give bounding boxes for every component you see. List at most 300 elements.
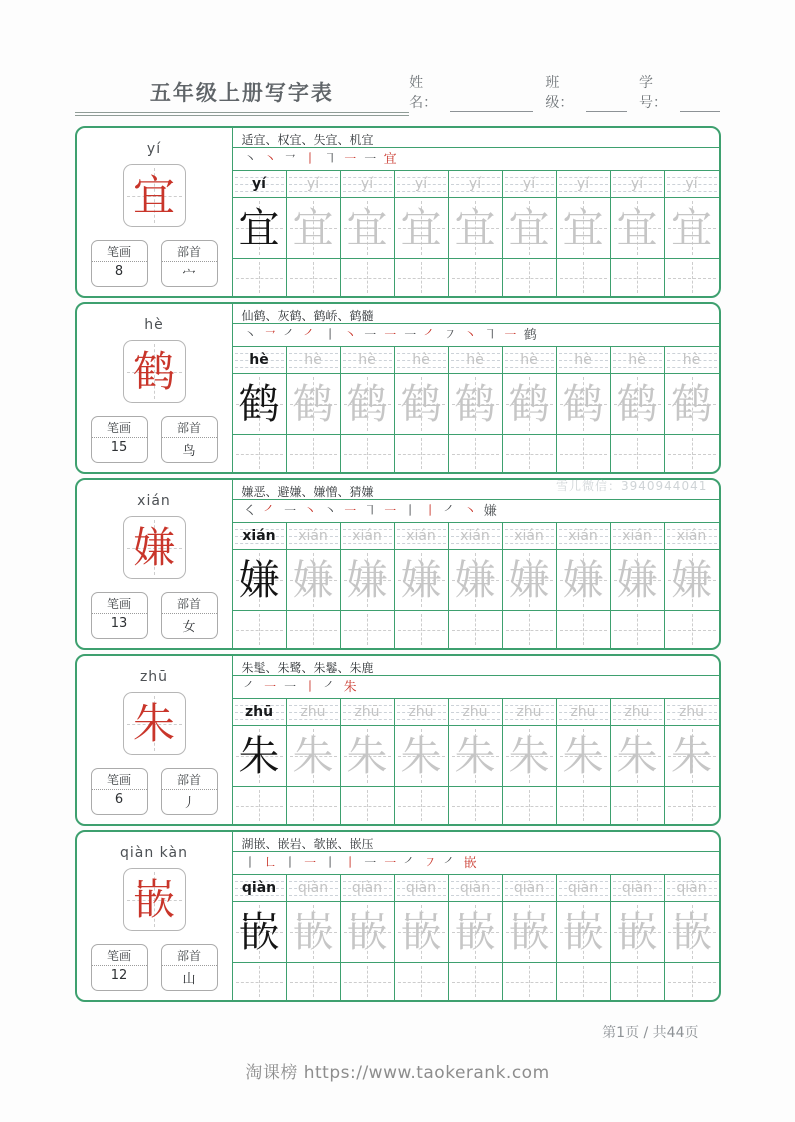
- character-cell: [395, 726, 449, 786]
- character-glyph: 嵌: [616, 907, 658, 956]
- character-cell: [287, 550, 341, 610]
- name-field-line: [450, 98, 533, 112]
- character-blocks: [75, 126, 721, 1002]
- character-glyph: 嵌: [346, 907, 388, 956]
- pinyin-text: hè: [466, 352, 484, 368]
- character-cell: [665, 726, 719, 786]
- radical-box: [161, 240, 218, 287]
- character-cell: [503, 550, 557, 610]
- character-glyph: 嫌: [238, 555, 280, 604]
- stroke-stage: ㇔: [323, 503, 337, 519]
- stroke-stage: 嵌: [463, 855, 477, 871]
- stroke-count-value: 15: [110, 440, 128, 455]
- pinyin-text: yí: [306, 176, 320, 192]
- character-cell: [557, 902, 611, 962]
- blank-cell: [449, 963, 503, 1000]
- pinyin-text: zhū: [678, 704, 705, 720]
- blank-cell: [503, 963, 557, 1000]
- blank-cell: [665, 787, 719, 824]
- cell-guide-horizontal: [668, 454, 716, 455]
- blank-cell: [557, 259, 611, 296]
- cell-guide-horizontal: [506, 454, 553, 455]
- cell-guide-horizontal: [290, 454, 337, 455]
- stroke-count-box: [91, 240, 148, 287]
- meta-boxes: [77, 768, 232, 815]
- practice-grid: [233, 304, 719, 472]
- character-cell: [395, 902, 449, 962]
- stroke-stage: ㇖: [263, 327, 277, 343]
- cell-guide-horizontal: [560, 982, 607, 983]
- pinyin-text: xián: [622, 528, 652, 544]
- stroke-stage: ㇒: [443, 503, 457, 519]
- pinyin-cell: [503, 875, 557, 901]
- pinyin-text: qiàn: [676, 880, 707, 896]
- pinyin-cell: [233, 699, 287, 725]
- character-glyph: 嫌: [292, 555, 334, 604]
- character-cell: [341, 726, 395, 786]
- cell-guide-horizontal: [614, 278, 661, 279]
- radical-value: 宀: [182, 268, 196, 283]
- character-cell: [665, 550, 719, 610]
- pinyin-cell: [503, 171, 557, 197]
- block-left-panel: [77, 480, 233, 648]
- radical-value: 丿: [182, 796, 196, 811]
- pinyin-cell: [395, 699, 449, 725]
- pinyin-cell: [449, 171, 503, 197]
- radical-label: 部首: [162, 945, 217, 966]
- blank-cell: [233, 963, 287, 1000]
- blank-cell: [665, 259, 719, 296]
- character-glyph: 嫌: [616, 555, 658, 604]
- stroke-stage: ㇐: [383, 327, 397, 343]
- blank-cell: [233, 611, 287, 648]
- class-field-line: [586, 98, 627, 112]
- cell-guide-horizontal: [236, 982, 283, 983]
- pinyin-text: yí: [252, 176, 266, 192]
- pinyin-cell: [287, 699, 341, 725]
- character-practice-row: [233, 550, 719, 611]
- pinyin-practice-row: [233, 347, 719, 374]
- stroke-stage: ㇐: [363, 855, 377, 871]
- student-id-field: [639, 72, 721, 112]
- block-left-panel: [77, 656, 233, 824]
- character-glyph: 嵌: [238, 907, 280, 956]
- character-card: [123, 164, 186, 227]
- character-cell: [611, 550, 665, 610]
- example-words-row: 嫌恶、避嫌、嫌憎、猜嫌: [233, 480, 719, 500]
- character-cell: [611, 726, 665, 786]
- pinyin-cell: [557, 347, 611, 373]
- stroke-stage: ㇔: [243, 151, 257, 167]
- radical-label: 部首: [162, 593, 217, 614]
- pinyin-text: zhū: [624, 704, 650, 720]
- stroke-stage: ㇇: [443, 327, 457, 343]
- blank-cell: [395, 963, 449, 1000]
- pinyin-text: qiàn: [297, 880, 329, 896]
- pinyin-text: zhū: [570, 704, 596, 720]
- name-field-label: 姓名：: [409, 75, 438, 111]
- page-title: 五年级上册写字表: [149, 81, 334, 105]
- character-cell: [665, 198, 719, 258]
- character-cell: [449, 374, 503, 434]
- pinyin-text: zhū: [408, 704, 434, 720]
- pinyin-cell: [449, 699, 503, 725]
- character-glyph: 嫌: [454, 555, 496, 604]
- pinyin-cell: [611, 699, 665, 725]
- page-header: [75, 0, 721, 116]
- pinyin-cell: [557, 523, 611, 549]
- blank-cell: [287, 611, 341, 648]
- cell-guide-horizontal: [506, 630, 553, 631]
- blank-cell: [233, 787, 287, 824]
- pinyin-text: xián: [242, 528, 276, 544]
- pinyin-cell: [233, 523, 287, 549]
- cell-guide-horizontal: [344, 982, 391, 983]
- site-footer: 淘课榜 https://www.taokerank.com: [245, 1063, 550, 1083]
- character-glyph: 嫌: [346, 555, 388, 604]
- character-red-glyph: 朱: [132, 698, 175, 748]
- cell-guide-horizontal: [290, 982, 337, 983]
- character-red-glyph: 嫌: [132, 522, 175, 572]
- radical-box: [161, 768, 218, 815]
- blank-cell: [395, 259, 449, 296]
- blank-practice-row: [233, 787, 719, 824]
- blank-cell: [557, 611, 611, 648]
- title-block: [75, 77, 410, 116]
- pinyin-practice-row: [233, 875, 719, 902]
- pinyin-text: yí: [414, 176, 428, 192]
- stroke-stage: ㇐: [303, 855, 317, 871]
- stroke-stage: ㇔: [303, 503, 317, 519]
- meta-boxes: [77, 592, 232, 639]
- character-pinyin: xián: [137, 493, 171, 509]
- cell-guide-horizontal: [344, 806, 391, 807]
- pinyin-cell: [611, 523, 665, 549]
- character-glyph: 鹤: [562, 379, 604, 428]
- cell-guide-horizontal: [236, 806, 283, 807]
- practice-grid: [233, 832, 719, 1000]
- pinyin-cell: [557, 699, 611, 725]
- stroke-stage: ㇑: [303, 679, 317, 695]
- stroke-stage: ㇕: [323, 151, 337, 167]
- stroke-stage: ㇐: [283, 679, 297, 695]
- character-cell: [557, 726, 611, 786]
- character-pinyin: qiàn kàn: [120, 845, 188, 861]
- blank-cell: [233, 259, 287, 296]
- stroke-stage: ㇗: [263, 855, 277, 871]
- pinyin-text: yí: [360, 176, 374, 192]
- blank-cell: [287, 259, 341, 296]
- cell-guide-horizontal: [614, 630, 661, 631]
- cell-guide-horizontal: [668, 982, 716, 983]
- cell-guide-horizontal: [398, 278, 445, 279]
- class-field: [545, 72, 627, 112]
- blank-cell: [287, 963, 341, 1000]
- character-glyph: 朱: [562, 731, 604, 780]
- blank-cell: [287, 787, 341, 824]
- stroke-stage: ㇐: [503, 327, 517, 343]
- blank-cell: [557, 435, 611, 472]
- pinyin-cell: [611, 875, 665, 901]
- pinyin-cell: [665, 171, 719, 197]
- character-glyph: 鹤: [346, 379, 388, 428]
- character-cell: [665, 374, 719, 434]
- pinyin-cell: [233, 171, 287, 197]
- blank-cell: [611, 787, 665, 824]
- character-cell: [341, 902, 395, 962]
- character-cell: [287, 902, 341, 962]
- char-block: [75, 830, 721, 1002]
- pinyin-practice-row: [233, 699, 719, 726]
- stroke-stage: ㇒: [323, 679, 337, 695]
- pinyin-text: qiàn: [459, 880, 491, 896]
- cell-guide-horizontal: [290, 278, 337, 279]
- character-glyph: 朱: [508, 731, 550, 780]
- pinyin-cell: [395, 875, 449, 901]
- example-words-row: 朱髦、朱鹭、朱鬈、朱鹿: [233, 656, 719, 676]
- character-glyph: 嵌: [400, 907, 442, 956]
- character-cell: [557, 550, 611, 610]
- pinyin-cell: [287, 523, 341, 549]
- radical-label: 部首: [162, 241, 217, 262]
- pinyin-text: qiàn: [351, 880, 383, 896]
- character-practice-row: [233, 198, 719, 259]
- character-glyph: 宜: [562, 203, 604, 252]
- character-glyph: 嫌: [400, 555, 442, 604]
- cell-guide-horizontal: [398, 982, 445, 983]
- stroke-stage: ㇒: [423, 327, 437, 343]
- cell-guide-horizontal: [452, 982, 499, 983]
- char-block: [75, 654, 721, 826]
- pinyin-cell: [665, 347, 719, 373]
- class-field-label: 班级：: [545, 75, 574, 111]
- blank-cell: [611, 435, 665, 472]
- pinyin-cell: [287, 171, 341, 197]
- pinyin-text: yí: [468, 176, 482, 192]
- cell-guide-horizontal: [452, 278, 499, 279]
- radical-label: 部首: [162, 769, 217, 790]
- char-block: [75, 302, 721, 474]
- pinyin-text: xián: [352, 528, 382, 544]
- pinyin-cell: [449, 347, 503, 373]
- pinyin-cell: [341, 875, 395, 901]
- blank-cell: [665, 435, 719, 472]
- pinyin-text: hè: [304, 352, 322, 368]
- pinyin-text: yí: [630, 176, 644, 192]
- pinyin-text: xián: [676, 528, 707, 544]
- meta-boxes: [77, 416, 232, 463]
- char-block: [75, 126, 721, 298]
- character-cell: [395, 374, 449, 434]
- character-glyph: 嫌: [671, 555, 712, 604]
- blank-practice-row: [233, 435, 719, 472]
- character-practice-row: [233, 374, 719, 435]
- radical-box: [161, 944, 218, 991]
- pinyin-text: xián: [298, 528, 328, 544]
- stroke-stage: 宜: [383, 151, 397, 167]
- character-cell: [503, 198, 557, 258]
- pinyin-cell: [233, 347, 287, 373]
- cell-guide-horizontal: [506, 982, 553, 983]
- cell-guide-horizontal: [668, 630, 716, 631]
- radical-value: 山: [182, 972, 196, 987]
- character-glyph: 宜: [238, 203, 280, 252]
- cell-guide-horizontal: [668, 278, 716, 279]
- stroke-order-row: [233, 324, 719, 347]
- character-pinyin: hè: [144, 317, 164, 333]
- blank-cell: [503, 435, 557, 472]
- pinyin-cell: [665, 875, 719, 901]
- stroke-count-value: 8: [114, 264, 124, 279]
- practice-grid: [233, 128, 719, 296]
- example-words-row: 仙鹤、灰鹤、鹤峤、鹤髓: [233, 304, 719, 324]
- character-cell: [395, 550, 449, 610]
- character-cell: [449, 198, 503, 258]
- stroke-stage: ㇔: [343, 327, 357, 343]
- stroke-stage: ㇑: [403, 503, 417, 519]
- pinyin-cell: [557, 171, 611, 197]
- stroke-stage: ㇔: [463, 327, 477, 343]
- blank-cell: [611, 259, 665, 296]
- stroke-stage: ㇐: [363, 151, 377, 167]
- pinyin-cell: [341, 347, 395, 373]
- stroke-stage: 嫌: [483, 503, 497, 519]
- pinyin-cell: [341, 171, 395, 197]
- character-glyph: 朱: [616, 731, 658, 780]
- cell-guide-horizontal: [236, 278, 283, 279]
- page-number: 第1页 / 共44页: [602, 1025, 699, 1041]
- student-info-fields: [409, 72, 720, 116]
- pinyin-text: qiàn: [567, 880, 599, 896]
- character-practice-row: [233, 902, 719, 963]
- stroke-count-box: [91, 944, 148, 991]
- stroke-stage: ㇔: [463, 503, 477, 519]
- stroke-stage: 朱: [343, 679, 357, 695]
- blank-practice-row: [233, 611, 719, 648]
- stroke-stage: ㇔: [243, 327, 257, 343]
- pinyin-text: qiàn: [513, 880, 545, 896]
- block-left-panel: [77, 128, 233, 296]
- example-words-row: 湖嵌、嵌岩、欹嵌、嵌压: [233, 832, 719, 852]
- character-glyph: 鹤: [671, 379, 712, 428]
- cell-guide-horizontal: [290, 806, 337, 807]
- pinyin-text: xián: [460, 528, 490, 544]
- pinyin-cell: [287, 875, 341, 901]
- stroke-order-row: [233, 676, 719, 699]
- pinyin-text: xián: [406, 528, 436, 544]
- stroke-count-label: 笔画: [92, 241, 147, 262]
- cell-guide-horizontal: [452, 806, 499, 807]
- stroke-stage: ㇒: [443, 855, 457, 871]
- pinyin-text: hè: [574, 352, 592, 368]
- pinyin-cell: [665, 699, 719, 725]
- pinyin-cell: [395, 523, 449, 549]
- stroke-stage: ㇑: [323, 855, 337, 871]
- cell-guide-horizontal: [560, 278, 607, 279]
- pinyin-cell: [503, 347, 557, 373]
- character-glyph: 鹤: [400, 379, 442, 428]
- stroke-stage: ㇐: [383, 855, 397, 871]
- pinyin-text: zhū: [462, 704, 488, 720]
- character-cell: [233, 550, 287, 610]
- character-cell: [503, 374, 557, 434]
- character-cell: [557, 198, 611, 258]
- stroke-stage: ㇐: [343, 503, 357, 519]
- stroke-stage: ㇑: [243, 855, 257, 871]
- character-pinyin: yí: [146, 141, 162, 157]
- stroke-stage: ㇖: [283, 151, 297, 167]
- stroke-count-value: 12: [110, 968, 128, 983]
- pinyin-text: xián: [568, 528, 598, 544]
- pinyin-cell: [233, 875, 287, 901]
- block-left-panel: [77, 304, 233, 472]
- character-glyph: 嵌: [508, 907, 550, 956]
- blank-cell: [341, 787, 395, 824]
- meta-boxes: [77, 944, 232, 991]
- character-cell: [233, 198, 287, 258]
- character-glyph: 朱: [292, 731, 334, 780]
- name-field: [409, 72, 533, 112]
- practice-grid: [233, 656, 719, 824]
- character-card: [123, 340, 186, 403]
- character-cell: [341, 550, 395, 610]
- character-glyph: 朱: [671, 731, 712, 780]
- stroke-order-row: [233, 500, 719, 523]
- stroke-stage: ㇑: [423, 503, 437, 519]
- character-glyph: 宜: [454, 203, 496, 252]
- character-glyph: 朱: [400, 731, 442, 780]
- blank-cell: [557, 787, 611, 824]
- character-glyph: 嵌: [562, 907, 604, 956]
- character-glyph: 宜: [671, 203, 712, 252]
- character-glyph: 嵌: [454, 907, 496, 956]
- character-card: [123, 516, 186, 579]
- stroke-order-row: [233, 852, 719, 875]
- cell-guide-horizontal: [344, 278, 391, 279]
- character-red-glyph: 嵌: [132, 874, 175, 924]
- character-cell: [449, 550, 503, 610]
- stroke-stage: ㇐: [263, 679, 277, 695]
- cell-guide-horizontal: [560, 454, 607, 455]
- cell-guide-horizontal: [344, 454, 391, 455]
- stroke-count-label: 笔画: [92, 417, 147, 438]
- stroke-stage: ㇒: [243, 679, 257, 695]
- blank-cell: [449, 435, 503, 472]
- character-cell: [287, 726, 341, 786]
- pinyin-text: yí: [576, 176, 590, 192]
- character-glyph: 朱: [346, 731, 388, 780]
- character-cell: [557, 374, 611, 434]
- character-cell: [665, 902, 719, 962]
- blank-cell: [557, 963, 611, 1000]
- stroke-count-label: 笔画: [92, 593, 147, 614]
- watermark: 雪儿微信：3940944041: [556, 479, 708, 493]
- blank-cell: [233, 435, 287, 472]
- blank-cell: [665, 611, 719, 648]
- pinyin-cell: [449, 875, 503, 901]
- cell-guide-horizontal: [344, 630, 391, 631]
- blank-cell: [665, 963, 719, 1000]
- character-glyph: 嫌: [508, 555, 550, 604]
- cell-guide-horizontal: [398, 454, 445, 455]
- pinyin-text: zhū: [244, 704, 274, 720]
- blank-cell: [449, 611, 503, 648]
- character-glyph: 朱: [454, 731, 496, 780]
- radical-value: 鸟: [182, 444, 196, 459]
- cell-guide-horizontal: [236, 454, 283, 455]
- stroke-count-box: [91, 416, 148, 463]
- pinyin-text: hè: [682, 352, 701, 368]
